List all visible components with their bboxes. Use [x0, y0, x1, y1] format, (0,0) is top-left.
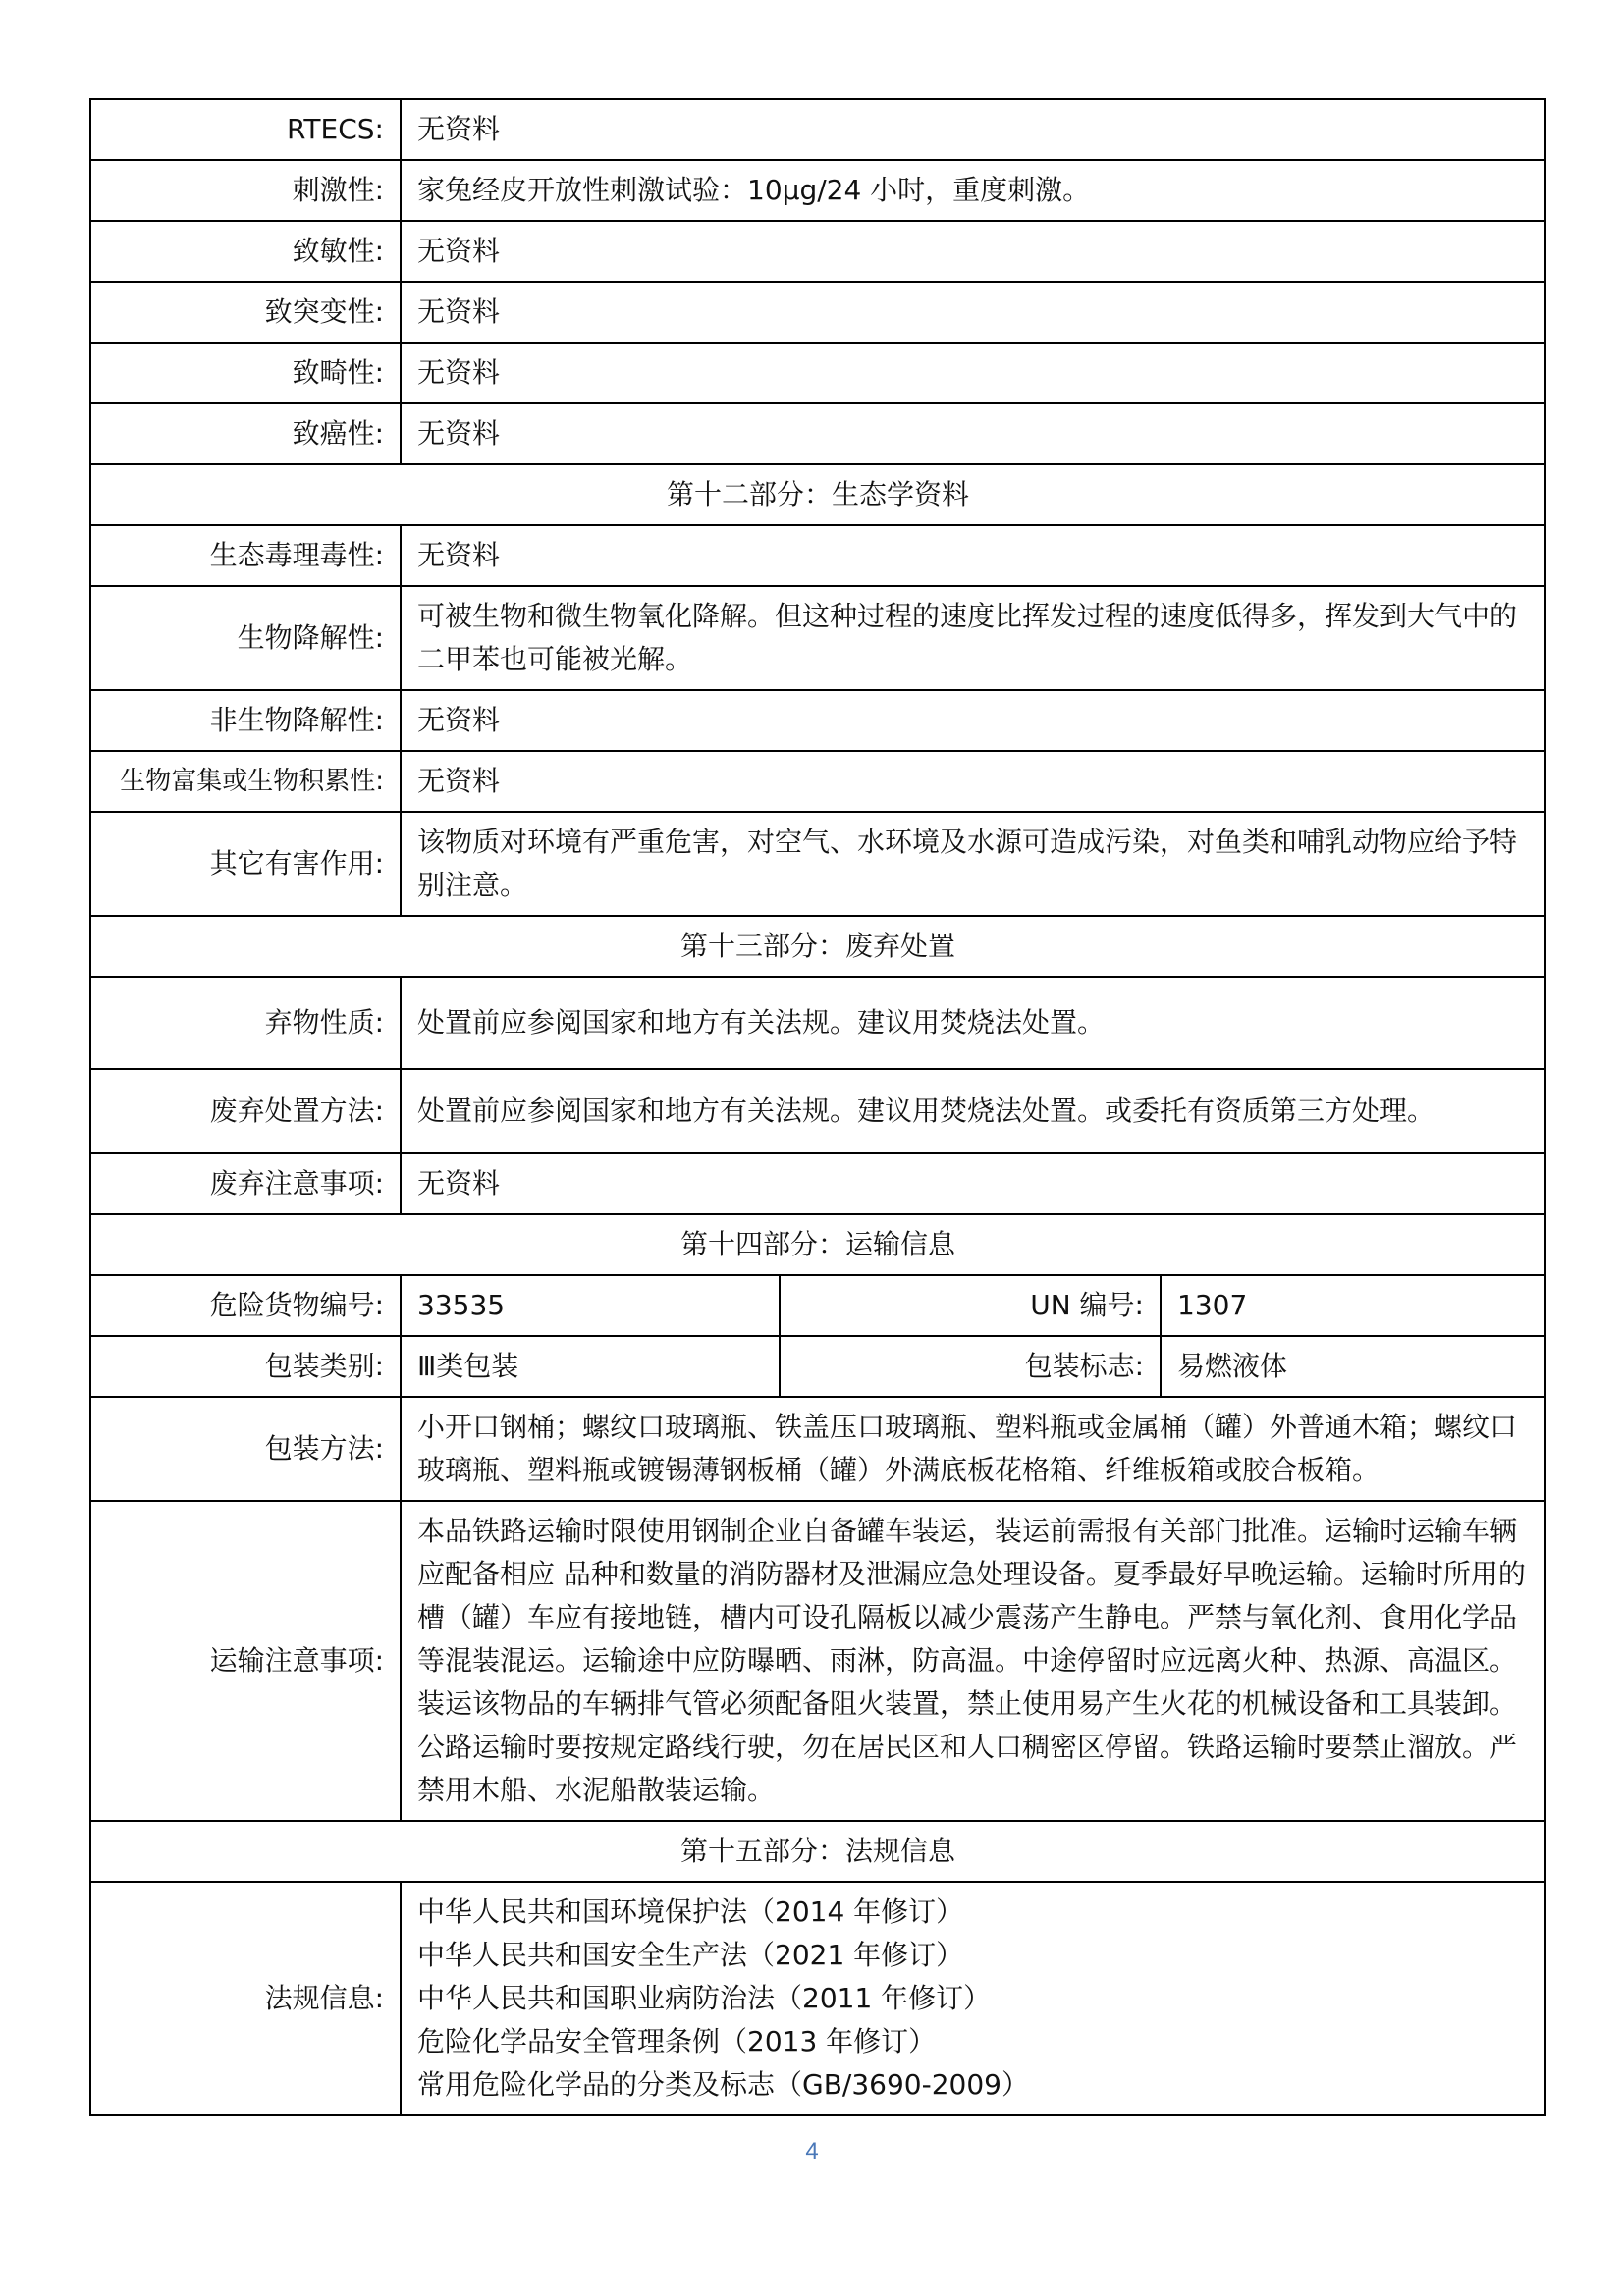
row-label: 非生物降解性:	[90, 690, 401, 751]
tox-row-irritation	[90, 160, 1545, 221]
section-title: 第十五部分：法规信息	[90, 1821, 1545, 1882]
row-value: 处置前应参阅国家和地方有关法规。建议用焚烧法处置。	[401, 977, 1545, 1069]
section-13-header	[90, 916, 1545, 977]
row-label: 弃物性质:	[90, 977, 401, 1069]
row-value: 无资料	[401, 690, 1545, 751]
row-value: 本品铁路运输时限使用钢制企业自备罐车装运，装运前需报有关部门批准。运输时运输车辆应配备相应 品种和数量的消防器材及泄漏应急处理设备。夏季最好早晚运输。运输时所用的槽（罐）车应有接地链，槽内可设孔隔板以减少震荡产生静电。严禁与氧化剂、食用化学品等混装混运。运输途中应防曝晒、雨淋，防高温。中途停留时应远离火种、热源、高温区。装运该物品的车辆排气管必须配备阻火装置，禁止使用易产生火花的机械设备和工具装卸。公路运输时要按规定路线行驶，勿在居民区和人口稠密区停留。铁路运输时要禁止溜放。严禁用木船、水泥船散装运输。	[401, 1501, 1545, 1821]
pack-mark-value: 易燃液体	[1161, 1336, 1545, 1397]
row-value: 可被生物和微生物氧化降解。但这种过程的速度比挥发过程的速度低得多，挥发到大气中的二甲苯也可能被光解。	[401, 586, 1545, 690]
sds-table	[89, 98, 1546, 2116]
row-label: 致畸性:	[90, 343, 401, 403]
transport-row-pack-method	[90, 1397, 1545, 1501]
tox-row-teratogenicity	[90, 343, 1545, 403]
tox-row-carcinogenicity	[90, 403, 1545, 464]
eco-row-biodegradability	[90, 586, 1545, 690]
row-label: 其它有害作用:	[90, 812, 401, 916]
row-value: 无资料	[401, 282, 1545, 343]
disposal-row-precautions	[90, 1153, 1545, 1214]
section-15-header	[90, 1821, 1545, 1882]
regulation-item: 中华人民共和国职业病防治法（2011 年修订）	[417, 1982, 992, 2014]
row-value: 处置前应参阅国家和地方有关法规。建议用焚烧法处置。或委托有资质第三方处理。	[401, 1069, 1545, 1153]
row-label: 运输注意事项:	[90, 1501, 401, 1821]
row-label: 致突变性:	[90, 282, 401, 343]
page-number: 4	[805, 2138, 819, 2164]
row-value: 无资料	[401, 1153, 1545, 1214]
row-value: 无资料	[401, 403, 1545, 464]
row-label: RTECS:	[90, 99, 401, 160]
section-title: 第十三部分：废弃处置	[90, 916, 1545, 977]
un-number-label: UN 编号:	[780, 1275, 1161, 1336]
row-label: 致癌性:	[90, 403, 401, 464]
eco-row-abiotic-degradability	[90, 690, 1545, 751]
row-value: 无资料	[401, 343, 1545, 403]
row-value: 无资料	[401, 751, 1545, 812]
regulation-item: 中华人民共和国环境保护法（2014 年修订）	[417, 1896, 964, 1928]
regulation-row	[90, 1882, 1545, 2115]
row-label: 生态毒理毒性:	[90, 525, 401, 586]
un-number-value: 1307	[1161, 1275, 1545, 1336]
section-14-header	[90, 1214, 1545, 1275]
pack-mark-label: 包装标志:	[780, 1336, 1161, 1397]
section-title: 第十四部分：运输信息	[90, 1214, 1545, 1275]
disposal-row-method	[90, 1069, 1545, 1153]
row-value: 家兔经皮开放性刺激试验：10μg/24 小时，重度刺激。	[401, 160, 1545, 221]
transport-row-numbers	[90, 1275, 1545, 1336]
section-12-header	[90, 464, 1545, 525]
row-label: 包装方法:	[90, 1397, 401, 1501]
tox-row-sensitization	[90, 221, 1545, 282]
row-label: 刺激性:	[90, 160, 401, 221]
dg-number-value: 33535	[401, 1275, 780, 1336]
tox-row-mutagenicity	[90, 282, 1545, 343]
regulation-item: 常用危险化学品的分类及标志（GB/3690-2009）	[417, 2068, 1029, 2101]
row-value: 无资料	[401, 221, 1545, 282]
regulation-list	[401, 1882, 1545, 2115]
row-label: 废弃处置方法:	[90, 1069, 401, 1153]
disposal-row-waste-nature	[90, 977, 1545, 1069]
row-value: 小开口钢桶；螺纹口玻璃瓶、铁盖压口玻璃瓶、塑料瓶或金属桶（罐）外普通木箱；螺纹口玻璃瓶、塑料瓶或镀锡薄钢板桶（罐）外满底板花格箱、纤维板箱或胶合板箱。	[401, 1397, 1545, 1501]
row-label: 生物降解性:	[90, 586, 401, 690]
pack-class-label: 包装类别:	[90, 1336, 401, 1397]
eco-row-ecotoxicity	[90, 525, 1545, 586]
dg-number-label: 危险货物编号:	[90, 1275, 401, 1336]
eco-row-bioaccumulation	[90, 751, 1545, 812]
regulation-item: 中华人民共和国安全生产法（2021 年修订）	[417, 1939, 964, 1971]
row-value: 无资料	[401, 525, 1545, 586]
row-label: 生物富集或生物积累性:	[90, 751, 401, 812]
section-title: 第十二部分：生态学资料	[90, 464, 1545, 525]
row-label: 法规信息:	[90, 1882, 401, 2115]
row-value: 该物质对环境有严重危害，对空气、水环境及水源可造成污染，对鱼类和哺乳动物应给予特别注意。	[401, 812, 1545, 916]
transport-row-notes	[90, 1501, 1545, 1821]
row-label: 致敏性:	[90, 221, 401, 282]
row-label: 废弃注意事项:	[90, 1153, 401, 1214]
transport-row-packing	[90, 1336, 1545, 1397]
regulation-item: 危险化学品安全管理条例（2013 年修订）	[417, 2025, 937, 2057]
pack-class-value: Ⅲ类包装	[401, 1336, 780, 1397]
row-value: 无资料	[401, 99, 1545, 160]
eco-row-other-effects	[90, 812, 1545, 916]
tox-row-rtecs	[90, 99, 1545, 160]
